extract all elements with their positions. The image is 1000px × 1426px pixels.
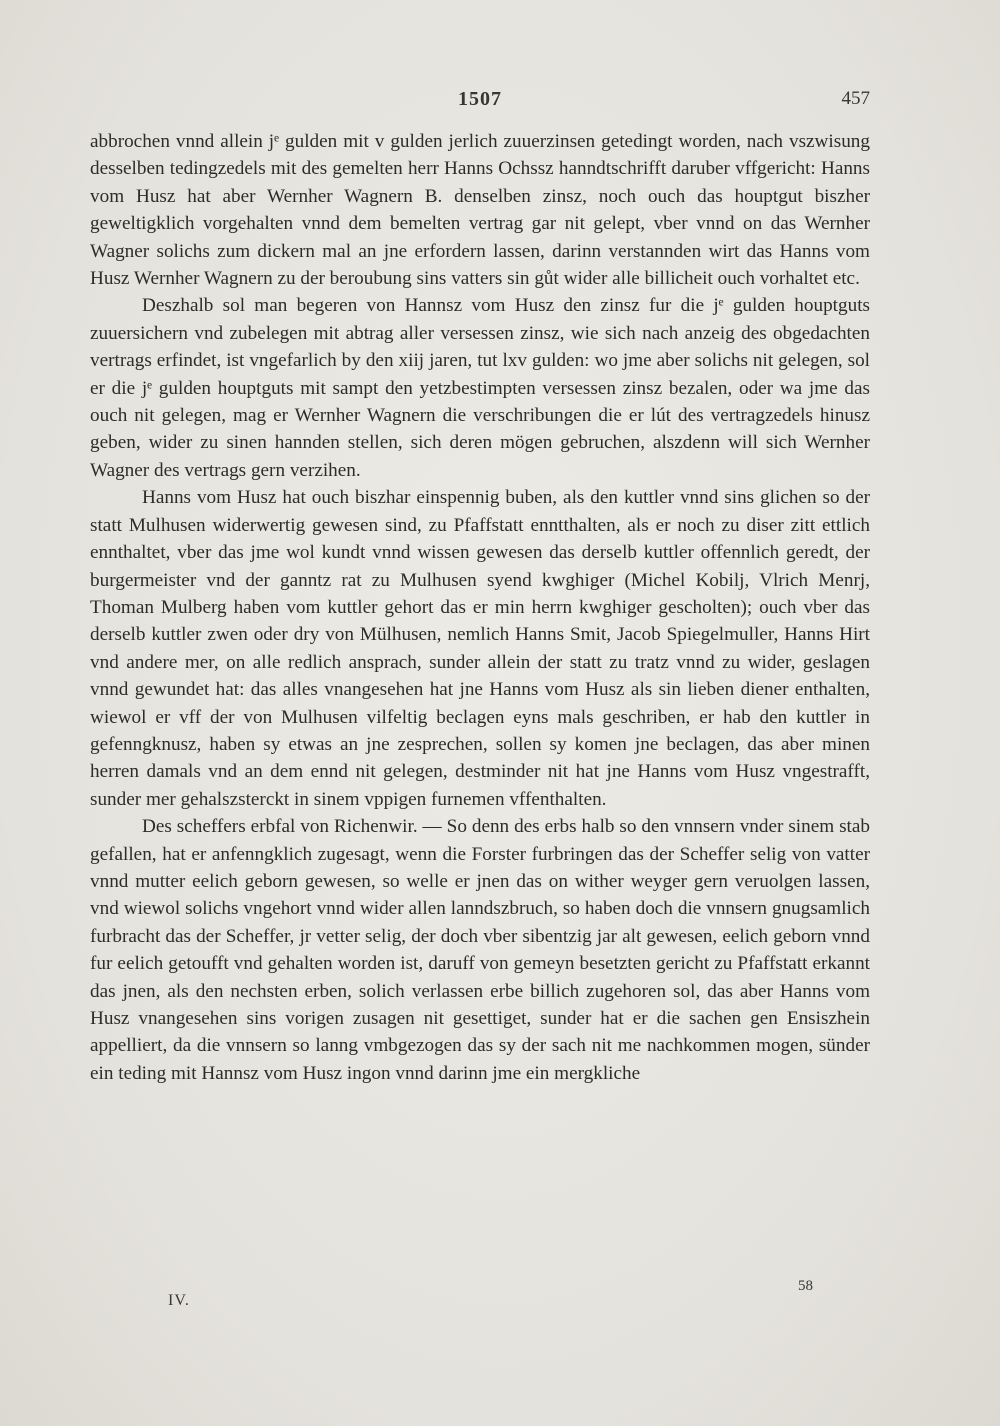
signature-mark: 58: [798, 1278, 813, 1294]
page-number: 457: [841, 88, 870, 109]
page-footer: [90, 1278, 870, 1318]
header-year: 1507: [458, 88, 502, 110]
volume-mark: IV.: [168, 1292, 190, 1309]
body-text: [90, 128, 870, 1087]
paragraph-3: Hanns vom Husz hat ouch biszhar einspennig buben, als den kuttler vnnd sins glichen so der statt Mulhusen widerwertig gewesen sind, zu Pfaffstatt enntthalten, als er noch zu diser zitt ettlich ennthaltet, vber das jme wol kundt vnnd wissen gewesen das derselb kuttler offennlich geredt, der burgermeister vnd der ganntz rat zu Mulhusen syend kwghiger (Michel Kobilj, Vlrich Menrj, Thoman Mulberg haben vom kuttler gehort das er min herrn kwghiger gescholten); ouch vber das derselb kuttler zwen oder dry von Mülhusen, nemlich Hanns Smit, Jacob Spiegelmuller, Hanns Hirt vnd andere mer, on alle redlich ansprach, sunder allein der statt zu tratz vnnd zu wider, geslagen vnnd gewundet hat: das alles vnangesehen hat jne Hanns vom Husz als sin lieben diener enthalten, wiewol er vff der von Mulhusen vilfeltig beclagen eyns mals geschriben, er hab den kuttler in gefenngknusz, haben sy etwas an jne zesprechen, sollen sy komen jne beclagen, das aber minen herren damals vnd an dem ennd nit gelegen, destminder nit hat jne Hanns vom Husz vngestrafft, sunder mer gehalszsterckt in sinem vppigen furnemen vffenthalten.: [90, 487, 870, 810]
paragraph-2: Deszhalb sol man begeren von Hannsz vom Husz den zinsz fur die jᵉ gulden houptguts zuuersichern vnd zubelegen mit abtrag aller versessen zinsz, wie sich nach anzeig des obgedachten vertrags erfindet, ist vngefarlich by den xiij jaren, tut lxv gulden: wo jme aber solichs nit gelegen, sol er die jᵉ gulden houptguts mit sampt den yetzbestimpten versessen zinsz bezalen, oder wa jme das ouch nit gelegen, mag er Wernher Wagnern die verschribungen die er lút des vertragzedels hinusz geben, wider zu sinen hannden stellen, sich deren mögen gebruchen, alszdenn will sich Wernher Wagner des vertrags gern verzihen.: [90, 295, 870, 481]
paragraph-4: Des scheffers erbfal von Richenwir. — So denn des erbs halb so den vnnsern vnder sinem stab gefallen, hat er anfenngklich zugesagt, wenn die Forster furbringen das der Scheffer selig von vatter vnnd mutter eelich geborn gewesen, so welle er jnen das on wither weyger gern veruolgen lassen, vnd wiewol solichs vngehort vnnd wider allen lanndszbruch, so haben doch die vnnsern gnugsamlich furbracht das der Scheffer, jr vetter selig, der doch vber sibentzig jar alt gewesen, eelich geborn vnnd fur eelich getoufft vnd gehalten worden ist, daruff von gemeyn besetzten gericht zu Pfaffstatt erkannt das jnen, als den nechsten erben, solich verlassen erbe billich zugehoren sol, das aber Hanns vom Husz vnangesehen sins vorigen zusagen nit gesettiget, sunder hat er die sachen gen Ensiszhein appelliert, da die vnnsern so lanng vmbgezogen das sy der sach nit me nachkommen mogen, sünder ein teding mit Hannsz vom Husz ingon vnnd darinn jme ein mergkliche: [90, 816, 870, 1084]
paragraph-1: abbrochen vnnd allein jᵉ gulden mit v gulden jerlich zuuerzinsen getedingt worden, nach vszwisung desselben tedingzedels mit des gemelten herr Hanns Ochssz hanndtschrifft daruber vffgericht: Hanns vom Husz hat aber Wernher Wagnern B. denselben zinsz, noch ouch das houptgut biszher geweltigklich vorgehalten vnnd dem bemelten vertrag gar nit gelept, vber vnnd on das Wernher Wagner solichs zum dickern mal an jne erfordern lassen, darinn verstannden wirt das Hanns vom Husz Wernher Wagnern zu der beroubung sins vatters sin gůt wider alle billicheit ouch vorhaltet etc.: [90, 131, 870, 290]
page-header: [90, 88, 870, 118]
